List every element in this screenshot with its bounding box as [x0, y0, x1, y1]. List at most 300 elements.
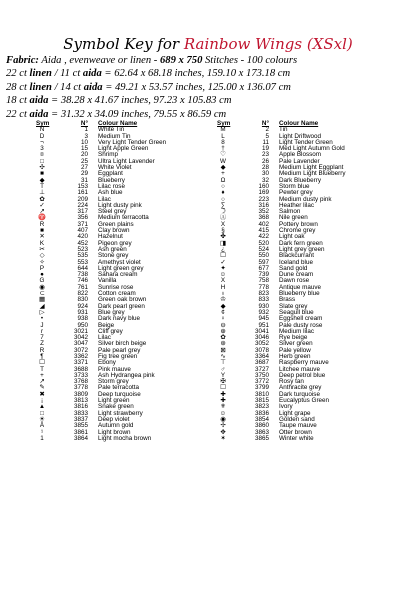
header-num: N° — [261, 120, 269, 127]
number-cell: 3815 — [254, 397, 269, 405]
header-num: N° — [80, 120, 88, 127]
symbol-cell: § — [221, 227, 225, 235]
colour-name-cell: Litchee mauve — [279, 365, 320, 373]
number-cell: 15 — [80, 145, 88, 153]
number-cell: 938 — [77, 315, 88, 323]
number-cell: 3833 — [73, 409, 88, 417]
number-cell: 930 — [258, 302, 269, 310]
symbol-cell: Y — [220, 371, 226, 379]
colour-name-cell: Antique mauve — [279, 283, 322, 291]
number-cell: 3768 — [73, 378, 88, 386]
colour-name-cell: Brass — [279, 296, 296, 304]
size-count: 28 ct — [6, 81, 30, 93]
number-cell: 738 — [77, 271, 88, 279]
number-cell: 422 — [258, 233, 269, 241]
colour-name-cell: Autumn gold — [98, 422, 134, 430]
symbol-cell: ☽ — [220, 208, 226, 216]
number-cell: 10 — [80, 138, 88, 146]
colour-name-cell: Dark Blueberry — [279, 176, 321, 184]
number-cell: 160 — [258, 182, 269, 190]
number-cell: 5 — [265, 132, 269, 140]
symbol-cell: ♂ — [220, 365, 226, 373]
number-cell: 3362 — [73, 352, 88, 360]
symbol-cell: ⊂ — [39, 290, 45, 298]
number-cell: 224 — [77, 201, 88, 209]
number-cell: 30 — [261, 170, 269, 178]
colour-name-cell: Light strawberry — [98, 409, 143, 417]
colour-name-cell: Pale dusty rose — [279, 321, 323, 329]
colour-name-cell: Salmon — [279, 208, 301, 216]
number-cell: 3041 — [254, 327, 269, 335]
symbol-cell: X — [220, 277, 226, 285]
title-prefix: Symbol Key for — [63, 35, 180, 53]
colour-name-cell: Med Light Autumn Gold — [279, 145, 345, 153]
colour-name-cell: Deep petrol blue — [279, 371, 326, 379]
number-cell: 553 — [77, 258, 88, 266]
number-cell: 739 — [258, 271, 269, 279]
size-line — [6, 67, 412, 80]
symbol-cell: 3 — [40, 145, 44, 153]
symbol-cell: ⊥ — [39, 189, 45, 197]
symbol-cell: ¬ — [40, 138, 44, 146]
symbol-cell: ¡ — [40, 397, 44, 405]
number-cell: 822 — [77, 290, 88, 298]
symbol-cell: ◇ — [39, 252, 45, 260]
colour-name-cell: Deep violet — [98, 415, 130, 423]
symbol-cell: ✶ — [220, 434, 226, 442]
colour-name-cell: Dawn rose — [279, 277, 310, 285]
symbol-cell: ✥ — [220, 428, 226, 436]
number-cell: 3816 — [73, 403, 88, 411]
symbol-cell: T — [40, 182, 44, 190]
symbol-cell: ♦ — [221, 189, 225, 197]
header-sym: Sym — [217, 120, 231, 127]
size-count: 22 ct — [6, 108, 30, 120]
symbol-cell: + — [40, 371, 44, 379]
number-cell: 3813 — [73, 397, 88, 405]
size-count: 18 ct — [6, 95, 30, 107]
colour-name-cell: Sand gold — [279, 264, 308, 272]
number-cell: 317 — [77, 208, 88, 216]
symbol-cell: ¤ — [40, 151, 44, 159]
size-line — [6, 81, 412, 94]
size-value: = 62.64 x 68.18 inches, 159.10 x 173.18 cm — [101, 68, 291, 80]
colour-name-cell: Lilac rose — [98, 182, 125, 190]
size-fabric: aida — [29, 108, 49, 120]
colour-name-cell: Medium Light Blueberry — [279, 170, 346, 178]
symbol-cell: M — [220, 126, 226, 134]
symbol-cell: 1 — [40, 434, 44, 442]
table-row — [217, 436, 416, 442]
number-cell: 356 — [77, 214, 88, 222]
colour-name-cell: Golden sand — [279, 415, 315, 423]
symbol-cell: ∑ — [220, 201, 226, 209]
number-cell: 644 — [77, 264, 88, 272]
colour-name-cell: Lilac — [98, 334, 111, 342]
colour-name-cell: Blueberry — [98, 176, 125, 184]
colour-name-cell: Hazelnut — [98, 233, 123, 241]
symbol-cell: 8 — [221, 138, 225, 146]
symbol-table-left — [36, 121, 236, 442]
symbol-cell: ✢ — [220, 422, 226, 430]
size-fabric: linen — [29, 81, 52, 93]
number-cell: 25 — [80, 157, 88, 165]
symbol-cell: ✓ — [39, 201, 45, 209]
colour-name-cell: Ash green — [98, 245, 127, 253]
symbol-cell: ♡ — [220, 151, 226, 159]
colour-name-cell: Tin — [279, 126, 288, 134]
colour-name-cell: Light green grey — [98, 264, 144, 272]
symbol-cell: ● — [40, 271, 44, 279]
symbol-cell: R — [39, 220, 45, 228]
number-cell: 523 — [77, 245, 88, 253]
size-fabric: linen — [29, 68, 52, 80]
number-cell: 3855 — [73, 422, 88, 430]
number-cell: 3072 — [73, 346, 88, 354]
colour-name-cell: Cliff grey — [98, 327, 123, 335]
symbol-cell: Å — [39, 422, 45, 430]
symbol-cell: Ω — [220, 176, 226, 184]
symbol-cell: D — [39, 132, 45, 140]
number-cell: 3052 — [254, 340, 269, 348]
number-cell: 520 — [258, 239, 269, 247]
symbol-cell: ✿ — [220, 334, 226, 342]
table-row — [36, 436, 236, 442]
symbol-cell: ¹ — [40, 428, 44, 436]
number-cell: 161 — [77, 189, 88, 197]
number-cell: 352 — [258, 208, 269, 216]
number-cell: 3750 — [254, 371, 269, 379]
symbol-cell: ✎ — [39, 384, 45, 392]
number-cell: 550 — [258, 252, 269, 260]
symbol-cell: ⊠ — [220, 346, 226, 354]
colour-name-cell: Iceland blue — [279, 258, 313, 266]
number-cell: 19 — [261, 145, 269, 153]
header-name: Colour Name — [279, 120, 319, 127]
number-cell: 3865 — [254, 434, 269, 442]
number-cell: 3864 — [73, 434, 88, 442]
symbol-cell: ✿ — [39, 195, 45, 203]
number-cell: 371 — [77, 220, 88, 228]
header-name: Colour Name — [98, 120, 138, 127]
colour-name-cell: Light dusty pink — [98, 201, 142, 209]
symbol-cell: ⊤ — [220, 359, 226, 367]
number-cell: 3042 — [73, 334, 88, 342]
colour-name-cell: Vanilla — [98, 277, 117, 285]
number-cell: 3810 — [254, 390, 269, 398]
symbol-cell: ✖ — [39, 390, 45, 398]
colour-name-cell: Anthracite grey — [279, 384, 322, 392]
symbol-cell: Z — [40, 340, 44, 348]
colour-name-cell: Cotton cream — [98, 290, 136, 298]
number-cell: 950 — [77, 321, 88, 329]
number-cell: 153 — [77, 182, 88, 190]
symbol-cell: ✂ — [39, 245, 45, 253]
number-cell: 3 — [84, 132, 88, 140]
number-cell: 169 — [258, 189, 269, 197]
symbol-cell: r — [40, 327, 44, 335]
number-cell: 3860 — [254, 422, 269, 430]
number-cell: 3371 — [73, 359, 88, 367]
colour-name-cell: Seagull blue — [279, 308, 314, 316]
number-cell: 1 — [84, 126, 88, 134]
colour-name-cell: Eucalyptus Green — [279, 397, 330, 405]
size-value: = 49.21 x 53.57 inches, 125.00 x 136.07 cm — [102, 81, 291, 93]
colour-name-cell: Deep turquoise — [98, 390, 141, 398]
pattern-name: Rainbow Wings (XSxl) — [183, 35, 353, 53]
number-cell: 31 — [80, 176, 88, 184]
colour-name-cell: Light grape — [279, 409, 311, 417]
symbol-cell: ↗ — [39, 208, 45, 216]
colour-name-cell: Otter brown — [279, 428, 312, 436]
number-cell: 3687 — [254, 359, 269, 367]
symbol-cell: ▦ — [39, 296, 45, 304]
colour-name-cell: Ebony — [98, 359, 116, 367]
number-cell: 677 — [258, 264, 269, 272]
colour-name-cell: Dark navy blue — [98, 315, 140, 323]
colour-name-cell: Silver green — [279, 340, 313, 348]
symbol-cell: ♔ — [220, 296, 226, 304]
page-title — [0, 35, 416, 53]
colour-name-cell: Pale pearl grey — [98, 346, 141, 354]
number-cell: 26 — [261, 157, 269, 165]
symbol-cell: N — [39, 126, 45, 134]
symbol-cell: 7 — [40, 334, 44, 342]
number-cell: 524 — [258, 245, 269, 253]
number-cell: 3733 — [73, 371, 88, 379]
size-value: = 38.28 x 41.67 inches, 97.23 x 105.83 cm — [48, 95, 232, 107]
number-cell: 3772 — [254, 378, 269, 386]
number-cell: 778 — [258, 283, 269, 291]
number-cell: 3688 — [73, 365, 88, 373]
colour-name-cell: Heather lilac — [279, 201, 314, 209]
symbol-cell: ✦ — [220, 264, 226, 272]
colour-name-cell: Green oak brown — [98, 296, 147, 304]
number-cell: 32 — [261, 176, 269, 184]
number-cell: 924 — [77, 302, 88, 310]
number-cell: 945 — [258, 315, 269, 323]
number-cell: 3078 — [254, 346, 269, 354]
number-cell: 823 — [258, 290, 269, 298]
number-cell: 932 — [258, 308, 269, 316]
symbol-cell: ☺ — [219, 271, 227, 279]
symbol-cell: ○ — [221, 195, 225, 203]
colour-name-cell: Blueberry blue — [279, 290, 320, 298]
colour-name-cell: Medium dusty pink — [279, 195, 332, 203]
symbol-cell: † — [221, 145, 225, 153]
colour-name-cell: Storm grey — [98, 378, 129, 386]
symbol-cell: □ — [40, 157, 44, 165]
symbol-cell: ○ — [221, 182, 225, 190]
number-cell: 316 — [258, 201, 269, 209]
colour-name-cell: Sahara cream — [98, 271, 138, 279]
symbol-cell: ▷ — [39, 308, 45, 316]
colour-name-cell: Beige — [98, 321, 115, 329]
number-cell: 28 — [261, 164, 269, 172]
number-cell: 3727 — [254, 365, 269, 373]
number-cell: 415 — [258, 227, 269, 235]
symbol-cell: ¶ — [40, 352, 44, 360]
symbol-cell: ◉ — [39, 283, 45, 291]
colour-name-cell: Medium Tin — [98, 132, 131, 140]
number-cell: 27 — [80, 164, 88, 172]
colour-name-cell: Light Tender Green — [279, 138, 333, 146]
colour-name-cell: Slate grey — [279, 302, 308, 310]
colour-name-cell: Taupe mauve — [279, 422, 317, 430]
number-cell: 761 — [77, 283, 88, 291]
number-cell: 3836 — [254, 409, 269, 417]
symbol-cell: ↗ — [39, 378, 45, 386]
symbol-cell: ◉ — [220, 415, 226, 423]
size-line — [6, 94, 412, 107]
number-cell: 3823 — [254, 403, 269, 411]
number-cell: 833 — [258, 296, 269, 304]
stitch-count: 689 x 750 — [159, 55, 203, 66]
number-cell: 11 — [262, 138, 269, 146]
colour-name-cell: White Tin — [98, 126, 125, 134]
number-cell: 452 — [77, 239, 88, 247]
header-sym: Sym — [36, 120, 50, 127]
symbol-cell: ■ — [40, 170, 44, 178]
colour-name-cell: Pink mauve — [98, 365, 131, 373]
symbol-cell: ♀ — [220, 315, 226, 323]
colour-name-cell: Pottery brown — [279, 220, 318, 228]
symbol-cell: ☀ — [39, 415, 45, 423]
symbol-cell: ¿ — [221, 245, 225, 253]
colour-name-cell: Light oak — [279, 233, 305, 241]
symbol-cell: ☺ — [219, 409, 227, 417]
colour-name-cell: Dark pearl green — [98, 302, 145, 310]
symbol-cell: ⚜ — [220, 403, 226, 411]
number-cell: 3863 — [254, 428, 269, 436]
symbol-cell: L — [221, 132, 225, 140]
colour-name-cell: Light grey green — [279, 245, 325, 253]
number-cell: 20 — [80, 151, 88, 159]
size-fabric: aida — [29, 95, 49, 107]
number-cell: 3364 — [254, 352, 269, 360]
symbol-cell: Ⓐ — [219, 214, 227, 222]
number-cell: 3861 — [73, 428, 88, 436]
colour-name-cell: Pale yellow — [279, 346, 311, 354]
colour-name-cell: Snake green — [98, 403, 134, 411]
colour-name-cell: Raspberry mauve — [279, 359, 329, 367]
number-cell: 209 — [77, 195, 88, 203]
symbol-cell: ✕ — [39, 233, 45, 241]
colour-name-cell: Silver birch beige — [98, 340, 147, 348]
symbol-cell: H — [220, 283, 226, 291]
number-cell: 3021 — [73, 327, 88, 335]
colour-name-cell: Ivory — [279, 403, 293, 411]
number-cell: 402 — [258, 220, 269, 228]
colour-name-cell: Pale terracotta — [98, 384, 139, 392]
symbol-cell: □ — [40, 409, 44, 417]
symbol-cell: J — [40, 321, 44, 329]
symbol-cell: G — [39, 277, 45, 285]
number-cell: 223 — [258, 195, 269, 203]
symbol-cell: ✚ — [220, 390, 226, 398]
number-cell: 830 — [77, 296, 88, 304]
colour-name-cell: Dune cream — [279, 271, 314, 279]
colour-name-cell: Pigeon grey — [98, 239, 132, 247]
symbol-cell: ✚ — [220, 397, 226, 405]
colour-name-cell: Blackcurrant — [279, 252, 314, 260]
symbol-cell: ✧ — [39, 258, 45, 266]
colour-name-cell: Winter white — [279, 434, 314, 442]
symbol-cell: P — [39, 264, 45, 272]
colour-name-cell: Pale Lavender — [279, 157, 320, 165]
symbol-cell: + — [221, 170, 225, 178]
number-cell: 3809 — [73, 390, 88, 398]
colour-name-cell: Fig tree green — [98, 352, 138, 360]
size-value: = 31.32 x 34.09 inches, 79.55 x 86.59 cm — [48, 108, 227, 120]
colour-name-cell: Eggplant — [98, 170, 123, 178]
symbol-cell: ∿ — [220, 352, 226, 360]
symbol-cell: ♈ — [38, 214, 46, 222]
symbol-cell: R — [39, 346, 45, 354]
size-line — [6, 108, 412, 121]
colour-name-cell: Light brown — [98, 428, 131, 436]
symbol-cell: ◢ — [39, 302, 45, 310]
number-cell: 29 — [80, 170, 88, 178]
number-cell: 3047 — [73, 340, 88, 348]
colour-name-cell: Stone grey — [98, 252, 129, 260]
symbol-cell: ♁ — [220, 290, 226, 298]
symbol-cell: ■ — [40, 227, 44, 235]
colour-name-cell: Clay brown — [98, 227, 130, 235]
symbol-cell: T — [40, 365, 44, 373]
colour-name-cell: Ash Hydrangea pink — [98, 371, 155, 379]
size-count: 22 ct — [6, 68, 30, 80]
colour-name-cell: Medium terracotta — [98, 214, 149, 222]
colour-name-cell: Green plains — [98, 220, 134, 228]
colour-name-cell: Light green — [98, 397, 130, 405]
number-cell: 3854 — [254, 415, 269, 423]
number-cell: 3837 — [73, 415, 88, 423]
fabric-line — [6, 54, 412, 67]
symbol-cell: ☐ — [220, 252, 226, 260]
symbol-cell: X — [220, 220, 226, 228]
colour-name-cell: Blue grey — [98, 308, 125, 316]
symbol-cell: ✤ — [220, 233, 226, 241]
number-cell: 746 — [77, 277, 88, 285]
symbol-cell: ◆ — [39, 176, 45, 184]
symbol-cell: ☐ — [39, 359, 45, 367]
colour-name-cell: Medium lilac — [279, 327, 314, 335]
colour-name-cell: White Violet — [98, 164, 132, 172]
number-cell: 535 — [77, 252, 88, 260]
symbol-cell: ¢ — [221, 308, 225, 316]
symbol-cell: ⊛ — [220, 340, 226, 348]
symbol-cell: ⊕ — [220, 327, 226, 335]
symbol-cell: ◆ — [220, 302, 226, 310]
colour-name-cell: Pewter grey — [279, 189, 313, 197]
colour-name-cell: Shrimp — [98, 151, 118, 159]
colour-name-cell: Dark fern green — [279, 239, 323, 247]
colour-name-cell: Eggshell cream — [279, 315, 323, 323]
colour-name-cell: Steel grey — [98, 208, 127, 216]
colour-name-cell: Rosy tan — [279, 378, 304, 386]
number-cell: 951 — [258, 321, 269, 329]
size-fabric2: aida — [83, 81, 103, 93]
colour-name-cell: Dark turquoise — [279, 390, 320, 398]
stitches-text: Stitches - 100 colours — [202, 55, 298, 66]
number-cell: 931 — [77, 308, 88, 316]
symbol-cell: ◨ — [220, 239, 226, 247]
fabric-label: Fabric: — [6, 55, 39, 66]
number-cell: 3046 — [254, 334, 269, 342]
symbol-cell: ◆ — [220, 164, 226, 172]
fabric-text: Aida , evenweave or linen - — [38, 55, 160, 66]
